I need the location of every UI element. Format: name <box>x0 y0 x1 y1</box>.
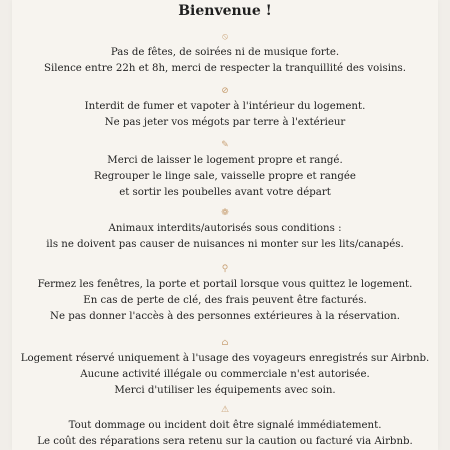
rule-line: Silence entre 22h et 8h, merci de respecter la tranquillité des voisins. <box>43 63 406 74</box>
warning-icon: ⚠ <box>220 405 230 415</box>
rule-line: Le coût des réparations sera retenu sur la caution ou facturé via Airbnb. <box>37 436 413 447</box>
paw-icon: ❁ <box>221 208 229 218</box>
key-icon: ⚲ <box>221 264 229 274</box>
rule-line: Merci d'utiliser les équipements avec soin. <box>114 385 336 396</box>
rule-line: En cas de perte de clé, des frais peuvent être facturés. <box>83 295 367 306</box>
rule-line: Merci de laisser le logement propre et rangé. <box>107 155 343 166</box>
rule-line: ils ne doivent pas causer de nuisances ni monter sur les lits/canapés. <box>46 239 404 250</box>
section-keys <box>0 264 450 325</box>
rule-line: Interdit de fumer et vapoter à l'intérieur du logement. <box>84 101 366 112</box>
rule-line: Tout dommage ou incident doit être signalé immédiatement. <box>68 420 382 431</box>
broom-icon: ✎ <box>221 140 229 150</box>
section-usage <box>0 338 450 399</box>
section-no-party <box>0 32 450 77</box>
page-title: Bienvenue ! <box>178 3 272 19</box>
rule-line: Regrouper le linge sale, vaisselle propre et rangée <box>94 171 356 182</box>
rule-line: Fermez les fenêtres, la porte et portail lorsque vous quittez le logement. <box>37 279 413 290</box>
rule-line: et sortir les poubelles avant votre départ <box>119 187 331 198</box>
rule-line: Ne pas jeter vos mégots par terre à l'extérieur <box>104 117 346 128</box>
rule-line: Aucune activité illégale ou commerciale n'est autorisée. <box>80 369 370 380</box>
section-no-smoking <box>0 86 450 131</box>
house-icon: ⌂ <box>221 338 229 348</box>
rule-line: Pas de fêtes, de soirées ni de musique forte. <box>110 47 340 58</box>
rule-line: Logement réservé uniquement à l'usage des voyageurs enregistrés sur Airbnb. <box>20 353 430 364</box>
no-party-icon: ⦸ <box>222 32 228 42</box>
no-smoking-icon: ⊘ <box>221 86 229 96</box>
rule-line: Ne pas donner l'accès à des personnes extérieures à la réservation. <box>50 311 400 322</box>
section-damage <box>0 405 450 450</box>
section-cleaning <box>0 140 450 201</box>
rule-line: Animaux interdits/autorisés sous conditions : <box>108 223 342 234</box>
section-animals <box>0 208 450 253</box>
